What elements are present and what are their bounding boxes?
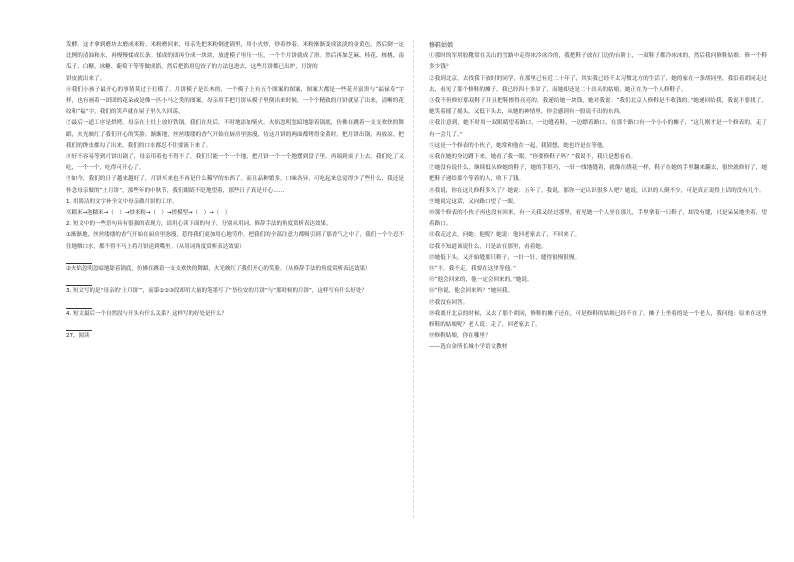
passage-paragraph: ⑯“你说，他会回来吗？”她问我。 [429,288,514,295]
answer-line [66,275,404,286]
passage-title: 修鞋姑娘 [429,42,454,49]
passage-paragraph: ⑥我在她的身边蹲下来，她看了我一眼，“你要修鞋子吗？”我说不，我只是想看看。 [429,154,637,161]
passage-paragraph: 饼皮就出来了。 [66,75,106,82]
passage-paragraph: ⑨她说完这话，又向路口望了一眼。 [429,198,519,205]
passage-paragraph: ④我注意到，她不时用一双眼睛望着路口，一边缝着鞋，一边瞟着路口，在那个路口有一个小小的摊子，“这儿刚才是一个修表的，走了有一会儿了。” [429,120,767,138]
passage-paragraph: ⑧我说，你在这儿修鞋多久了？她说：五年了。我说，那你一定认识很多人吧？她说，认识的人倒不少，可是真正说得上话的没有几个。 [429,187,765,194]
answer-line [66,298,404,309]
question-2-item-2: ②火焰忽明忽暗地舔着锅底，仿佛在跳着一支支欢快的舞蹈，火光映红了我们开心的笑脸。（从修辞手法的角度赏析表达效果） [66,266,371,273]
passage-paragraph: ⑬她低下头，又开始缝那只鞋子，一针一针，缝得很慢很慢。 [429,254,581,261]
passage-paragraph: ③我不但修好那双鞋子并且把鞋擦得亮亮的，我递给她一块钱，她对我说：“我们北京人修鞋是不收钱的。”她递回给我，我说不要找了，她笑着摇了摇头，又低下头去，从她的神情里，你会感到有一股说不出的东西。 [429,98,767,116]
right-column [429,40,767,354]
passage-paragraph: ⑪我走过去，问她：他呢？她说：他回老家去了，不回来了。 [429,232,581,239]
passage-paragraph: ②我到北京，去找我下放时的同学，在那里已有近二十年了，其实我已经不太习惯北方的生活了，她的家在一条胡同里，我沿着胡同走过去，看见了那个修鞋的摊子，我已经四十多岁了，而她却还是二十出头的姑娘，她正在为一个人修鞋子。 [429,75,767,93]
question-27-heading: 27、阅读 [66,333,90,340]
passage-paragraph: ⑤这是一个修表的小伙子，她常和他在一起，我猜想，她也许是在等他。 [429,142,609,149]
left-column [66,40,404,342]
passage-paragraph: ⑫我不知道该说什么，只是站在那里，看着她。 [429,243,547,250]
passage-paragraph: 发酵。这才拿到磨坊去磨成米粉。米粉磨回来，母亲先把米粉倒进锅里，用小火炒，炒着炒着，米粉渐渐变成淡淡的金黄色，然后倒一定比例的清油和水，再慢慢揉成长条。揉成的团再分成一块块，放进模子里压一压，一个个月饼就成了形。然后再加芝麻、桂花、核桃、南瓜子、白糖、冰糖、葡萄干等等做成馅，然后把馅用包饺子的方法包进去，这些月饼都已出炉，月饼的 [66,42,404,71]
passage-paragraph: ⑩那个修表的小伙子再也没有回来，有一天我又经过那里，看见她一个人坐在那儿，手里拿着一只鞋子，却没有缝，只是呆呆地坐着，望着路口。 [429,210,767,228]
question-4: 4. 短文最后一个自然段与开头有什么关系？这样写的好处是什么？ [66,310,227,317]
answer-line [66,253,404,264]
passage-source: ——选自金所长城小学语文教材 [429,344,508,351]
question-2-item-1: ①渐渐地，丝丝缕缕的香气开始在厨房里弥漫，惹得我们更加用心地劳作，把我们的全部注意力都吸引到了那香气之中了，我们一个个忍不住地咽口水，都不得不马上将月饼送到嘴里。（从用词角度赏析表达效果） [66,232,404,250]
passage-paragraph: ⑰我没有回答。 [429,299,469,306]
answer-line [66,320,404,331]
passage-paragraph: ⑱我离开北京的时候，又去了那个胡同，修鞋的摊子还在，可是修鞋的姑娘已经不在了，摊子上坐着的是一个老人，我问他：原来在这里修鞋的姑娘呢？老人说：走了，回老家去了。 [429,310,767,329]
passage-paragraph: ①那时的军用胶靴常在关山的雪路中走得冰冷冰冷的，我把鞋子放在门边的台阶上，一双鞋子都冷冰冰的，然后我问修鞋姑娘：修一个鞋多少钱？ [429,53,767,71]
passage-paragraph: ⑭“不，我不走，我要在这里等他。” [429,266,516,273]
passage-paragraph: ⑥我们小孩子最开心的事情莫过于打模了。月饼模子是长木的，一个模子上有五个图案的图案，图案大都是一些花开富贵与“福禄寿”字样，也有画着一团团的花朵或是像一匹小马之类的图案，母亲用手把月饼从模子里倒出来时候，一个个精致的月饼就显了出来，清晰的花纹和“福”字，我们的笑声就在屋子里久久回荡。 [66,86,404,116]
question-3: 3. 短文写的是“母亲的‘土月饼’”，而第①②③段却用大量的笔墨写了“垦位安的月饼”与“那时候的月饼”，这样写有什么好处？ [66,288,367,295]
passage-paragraph: ⑮“他会回来的，他一定会回来的。”她说。 [429,277,533,284]
passage-paragraph: ⑲修鞋姑娘，你在哪里？ [429,333,491,340]
question-1-chain: 买糯米→泡糯米→（ ）→炒米粉→（ ）→搓模型→（ ）→（ ） [66,210,231,217]
question-2: 2. 短文中的一些语句具有很强的表现力，请用心读下面的句子，分别从用词、修辞手法的角度赏析表达效果。 [66,221,332,228]
passage-paragraph: ⑦最后一道工序是烘烤。母亲在土灶上放好铁锅。我们在灶后，不时地添加柴火。火焰忽明忽暗地舔着锅底，仿佛在跳着一支支欢快的舞蹈，火光映红了我们开心的笑脸。渐渐地，丝丝缕缕的香气开始在厨房里弥漫，待这月饼的两面都烤得金黄时，把月饼出锅，再放凉。把我们的馋虫都勾了出来，我们的口水都忍不住要流下来了。 [66,120,404,149]
passage-paragraph: ⑦她没有说什么，继续低头修她的鞋子，她的手很巧，一针一线地缝着，就像在绣花一样，鞋子在她的手里翻来翻去，很快就修好了，她把鞋子递给那个等着的人，收下了钱。 [429,165,767,183]
passage-paragraph: ⑨如今，我们的日子越来越好了，月饼买来也不再是什么稀罕的东西了。而且品种繁多，口味各异，可吃起来总觉得少了些什么，我还是怀念母亲做的“土月饼”，那些年的中秋节，我们眼睛不眨地望着，那些日子真是开心…… [66,176,404,194]
passage-paragraph: ⑧好不容易等到月饼出锅了，母亲用着也不得不了，我们只能一个一个地，把月饼一个一个地摆到盘子里，再端到桌子上去，我们吃了又吃，一个一个，吃得可开心了。 [66,154,404,172]
question-1: 1. 用简洁的文字补全文中母亲做月饼的工序。 [66,198,178,205]
column-divider [413,40,414,518]
